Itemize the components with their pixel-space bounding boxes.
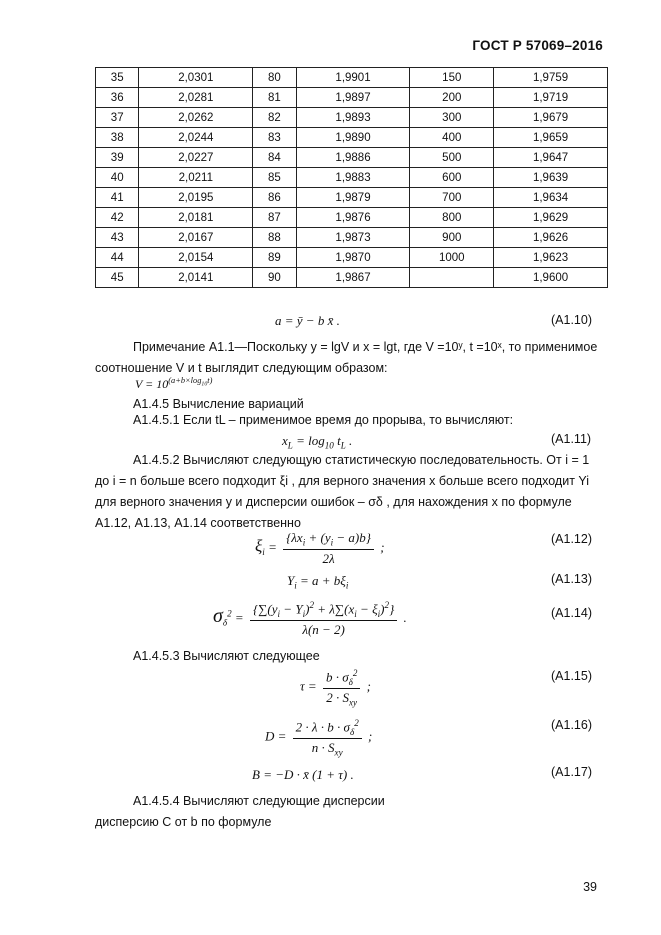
table-cell: 2,0227 xyxy=(139,148,253,168)
table-cell: 2,0154 xyxy=(139,248,253,268)
table-cell: 900 xyxy=(410,228,494,248)
table-cell: 2,0211 xyxy=(139,168,253,188)
table-row xyxy=(96,268,608,288)
table-cell: 1,9897 xyxy=(296,88,410,108)
table-cell: 35 xyxy=(96,68,139,88)
table-cell: 40 xyxy=(96,168,139,188)
table-row xyxy=(96,108,608,128)
formula-a1-11: $x_L = \log_{10} t_L$ . xyxy=(282,433,353,451)
table-cell: 700 xyxy=(410,188,494,208)
para-a1-4-5-3: А1.4.5.3 Вычисляют следующее xyxy=(133,649,320,663)
table-cell: 2,0195 xyxy=(139,188,253,208)
table-cell: 82 xyxy=(253,108,296,128)
table-cell: 300 xyxy=(410,108,494,128)
para-a1-4-5-1: А1.4.5.1 Если tL – применимое время до прорыва, то вычисляют: xyxy=(133,413,514,427)
table-row xyxy=(96,188,608,208)
table-cell: 1,9629 xyxy=(494,208,608,228)
table-cell: 1,9867 xyxy=(296,268,410,288)
values-table xyxy=(95,67,608,288)
table-cell: 44 xyxy=(96,248,139,268)
table-cell: 36 xyxy=(96,88,139,108)
table-cell: 89 xyxy=(253,248,296,268)
formula-number-a1-14: (A1.14) xyxy=(551,606,592,620)
table-cell: 38 xyxy=(96,128,139,148)
table-cell: 80 xyxy=(253,68,296,88)
table-cell: 85 xyxy=(253,168,296,188)
table-row xyxy=(96,148,608,168)
para-a1-4-5-4: А1.4.5.4 Вычисляют следующие дисперсии xyxy=(133,794,385,808)
table-row xyxy=(96,208,608,228)
table-row xyxy=(96,68,608,88)
formula-a1-17: B = −D · x̄ (1 + τ) . xyxy=(252,767,354,782)
table-cell: 1,9890 xyxy=(296,128,410,148)
page-number: 39 xyxy=(583,880,597,894)
table-cell: 88 xyxy=(253,228,296,248)
standard-code: ГОСТ Р 57069–2016 xyxy=(472,38,603,53)
table-cell: 84 xyxy=(253,148,296,168)
formula-a1-12: $\xi_i$ = $\frac{\{\lambda x_i + (y_i - a)b\}}{2\lambda}$ ; xyxy=(255,530,385,566)
table-cell: 37 xyxy=(96,108,139,128)
table-cell: 2,0181 xyxy=(139,208,253,228)
table-cell: 1,9679 xyxy=(494,108,608,128)
table-cell: 200 xyxy=(410,88,494,108)
table-cell: 2,0301 xyxy=(139,68,253,88)
table-cell: 1,9876 xyxy=(296,208,410,228)
table-cell: 1000 xyxy=(410,248,494,268)
table-cell: 2,0281 xyxy=(139,88,253,108)
table-cell: 1,9659 xyxy=(494,128,608,148)
formula-a1-16: D = $\frac{2 \cdot \lambda \cdot b \cdot \sigma_\delta^2}{n \cdot S_{xy}}$ ; xyxy=(265,718,373,758)
table-cell: 400 xyxy=(410,128,494,148)
table-cell: 500 xyxy=(410,148,494,168)
table-cell: 2,0167 xyxy=(139,228,253,248)
table-cell: 1,9873 xyxy=(296,228,410,248)
table-row xyxy=(96,88,608,108)
table-cell: 1,9886 xyxy=(296,148,410,168)
table-row xyxy=(96,248,608,268)
formula-a1-10: a = ȳ − b x̄ . xyxy=(275,313,340,328)
table-cell: 1,9639 xyxy=(494,168,608,188)
table-row xyxy=(96,168,608,188)
para-a1-4-5-2: А1.4.5.2 Вычисляют следующую статистическую последовательность. От i = 1 до i = n больше всего подходит ξi , для верного значения x больше всего подходит Yi для верного значения y и дисперсии ошибок – σδ , для нахождения x по формуле А1.12, А1.13, А1.14 соответственно xyxy=(95,453,590,530)
table-cell: 1,9626 xyxy=(494,228,608,248)
table-cell: 1,9600 xyxy=(494,268,608,288)
table-row xyxy=(96,128,608,148)
formula-a1-14: $\sigma_\delta^2$ = $\frac{\{\sum(y_i - Y_i)^2 + \lambda\sum(x_i - \xi_i)^2\}}{\lambda(n - 2)}$ . xyxy=(213,600,407,637)
formula-a1-15: τ = $\frac{b \cdot \sigma_\delta^2}{2 \cdot S_{xy}}$ ; xyxy=(300,668,371,708)
table-row xyxy=(96,228,608,248)
table-cell: 2,0141 xyxy=(139,268,253,288)
note-a1-1: Примечание А1.1—Поскольку y = lgV и x = lgt, где V =10ʸ, t =10ˣ, то применимое соотношение V и t выглядит следующим образом: xyxy=(95,340,598,375)
section-a1-4-5: А1.4.5 Вычисление вариаций xyxy=(133,397,304,411)
table-cell xyxy=(410,268,494,288)
table-cell: 1,9883 xyxy=(296,168,410,188)
table-cell: 1,9901 xyxy=(296,68,410,88)
table-cell: 1,9893 xyxy=(296,108,410,128)
formula-number-a1-15: (A1.15) xyxy=(551,669,592,683)
table-cell: 45 xyxy=(96,268,139,288)
formula-number-a1-10: (A1.10) xyxy=(551,313,592,327)
table-cell: 150 xyxy=(410,68,494,88)
table-cell: 1,9623 xyxy=(494,248,608,268)
formula-number-a1-17: (A1.17) xyxy=(551,765,592,779)
table-cell: 39 xyxy=(96,148,139,168)
formula-number-a1-11: (A1.11) xyxy=(551,432,592,446)
table-cell: 86 xyxy=(253,188,296,208)
table-cell: 41 xyxy=(96,188,139,208)
table-cell: 800 xyxy=(410,208,494,228)
formula-a1-13: $Y_i = a + b\xi_i$ xyxy=(287,573,349,591)
table-cell: 1,9879 xyxy=(296,188,410,208)
table-cell: 1,9719 xyxy=(494,88,608,108)
table-cell: 83 xyxy=(253,128,296,148)
table-cell: 81 xyxy=(253,88,296,108)
formula-number-a1-12: (A1.12) xyxy=(551,532,592,546)
v-formula: $V = 10^{(a+b\times log_{10}t)}$ xyxy=(135,376,213,391)
table-cell: 2,0262 xyxy=(139,108,253,128)
table-cell: 87 xyxy=(253,208,296,228)
formula-number-a1-16: (A1.16) xyxy=(551,718,592,732)
table-cell: 90 xyxy=(253,268,296,288)
table-cell: 1,9759 xyxy=(494,68,608,88)
table-cell: 42 xyxy=(96,208,139,228)
table-cell: 1,9634 xyxy=(494,188,608,208)
formula-number-a1-13: (A1.13) xyxy=(551,572,592,586)
table-cell: 43 xyxy=(96,228,139,248)
table-cell: 1,9870 xyxy=(296,248,410,268)
table-cell: 2,0244 xyxy=(139,128,253,148)
para-dispersion-c: дисперсию C от b по формуле xyxy=(95,815,272,829)
table-cell: 1,9647 xyxy=(494,148,608,168)
table-cell: 600 xyxy=(410,168,494,188)
